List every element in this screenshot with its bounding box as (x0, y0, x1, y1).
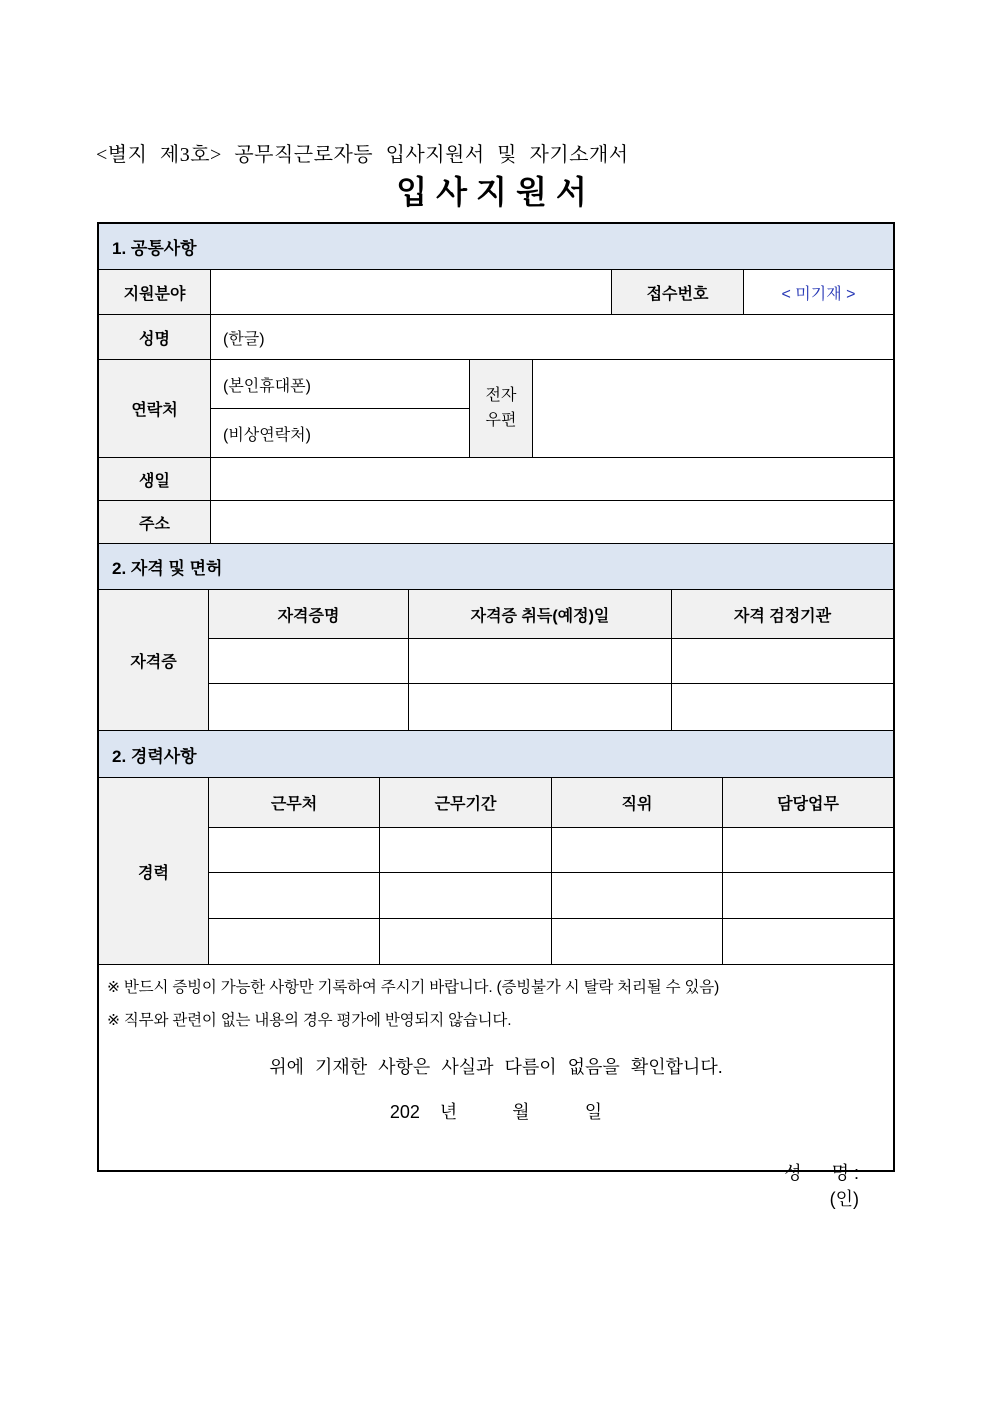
career-cell-input[interactable] (380, 919, 552, 964)
seal-mark: (인) (829, 1189, 859, 1209)
license-cell-input[interactable] (672, 684, 893, 730)
section-header-common (99, 224, 893, 270)
section-header-license (99, 544, 893, 590)
date-line: 202 년 월 일 (389, 1102, 603, 1122)
license-row-label: 자격증 (99, 590, 209, 730)
license-cell-input[interactable] (672, 639, 893, 684)
career-col-period: 근무기간 (380, 778, 552, 828)
license-cell-input[interactable] (409, 639, 672, 684)
license-col-agency: 자격 검정기관 (672, 590, 893, 639)
footer-notes-cell (99, 965, 893, 1209)
address-input[interactable] (211, 501, 893, 543)
career-cell-input[interactable] (723, 919, 893, 964)
section-title: 2. 경력사항 (112, 746, 197, 766)
address-label: 주소 (99, 501, 211, 543)
name-hint: (한글) (223, 330, 265, 348)
footer-note-2: ※ 직무와 관련이 없는 내용의 경우 평가에 반영되지 않습니다. (107, 1012, 512, 1029)
career-cell-input[interactable] (552, 873, 723, 919)
birthday-label: 생일 (99, 458, 211, 500)
name-input[interactable] (211, 315, 893, 359)
emergency-contact-input[interactable] (211, 409, 469, 457)
row-birthday (99, 458, 893, 501)
page-title: 입사지원서 (396, 174, 596, 210)
email-label-line1: 전자 (485, 386, 517, 404)
career-table (99, 778, 893, 965)
section-header-career (99, 731, 893, 778)
career-cell-input[interactable] (209, 873, 380, 919)
contact-label: 연락처 (99, 360, 211, 457)
license-cell-input[interactable] (209, 639, 409, 684)
signature-label: 성 명 : (784, 1163, 859, 1183)
row-apply-field (99, 270, 893, 315)
career-cell-input[interactable] (380, 828, 552, 873)
email-label (470, 360, 533, 457)
phone-hint: (본인휴대폰) (223, 377, 311, 395)
form-annotation: <별지 제3호> 공무직근로자등 입사지원서 및 자기소개서 (96, 144, 629, 166)
career-col-duty: 담당업무 (723, 778, 893, 828)
section-title: 1. 공통사항 (112, 239, 197, 258)
license-cell-input[interactable] (409, 684, 672, 730)
career-cell-input[interactable] (723, 828, 893, 873)
contact-inputs (211, 360, 470, 457)
apply-field-label: 지원분야 (99, 270, 211, 314)
career-cell-input[interactable] (552, 828, 723, 873)
confirmation-statement: 위에 기재한 사항은 사실과 다름이 없음을 확인합니다. (269, 1057, 723, 1077)
career-cell-input[interactable] (723, 873, 893, 919)
row-address (99, 501, 893, 544)
career-cell-input[interactable] (380, 873, 552, 919)
birthday-input[interactable] (211, 458, 893, 500)
career-col-position: 직위 (552, 778, 723, 828)
license-col-name: 자격증명 (209, 590, 409, 639)
application-form-table (97, 222, 895, 1209)
signature-line (99, 1138, 893, 1232)
footer-note-1: ※ 반드시 증빙이 가능한 사항만 기록하여 주시기 바랍니다. (증빙불가 시 탈락 처리될 수 있음) (107, 979, 720, 996)
phone-input[interactable] (211, 360, 469, 409)
name-label: 성명 (99, 315, 211, 359)
career-cell-input[interactable] (209, 828, 380, 873)
career-cell-input[interactable] (552, 919, 723, 964)
section-title: 2. 자격 및 면허 (112, 559, 223, 578)
receipt-no-label: 접수번호 (612, 270, 744, 314)
license-table (99, 590, 893, 731)
career-row-label: 경력 (99, 778, 209, 964)
row-contact (99, 360, 893, 458)
career-col-workplace: 근무처 (209, 778, 380, 828)
license-col-date: 자격증 취득(예정)일 (409, 590, 672, 639)
receipt-no-value: < 미기재 > (781, 285, 856, 303)
email-label-line2: 우편 (485, 411, 517, 429)
row-name (99, 315, 893, 360)
email-input[interactable] (533, 360, 893, 457)
emergency-hint: (비상연락처) (223, 426, 311, 444)
career-cell-input[interactable] (209, 919, 380, 964)
license-cell-input[interactable] (209, 684, 409, 730)
apply-field-input[interactable] (211, 270, 612, 314)
